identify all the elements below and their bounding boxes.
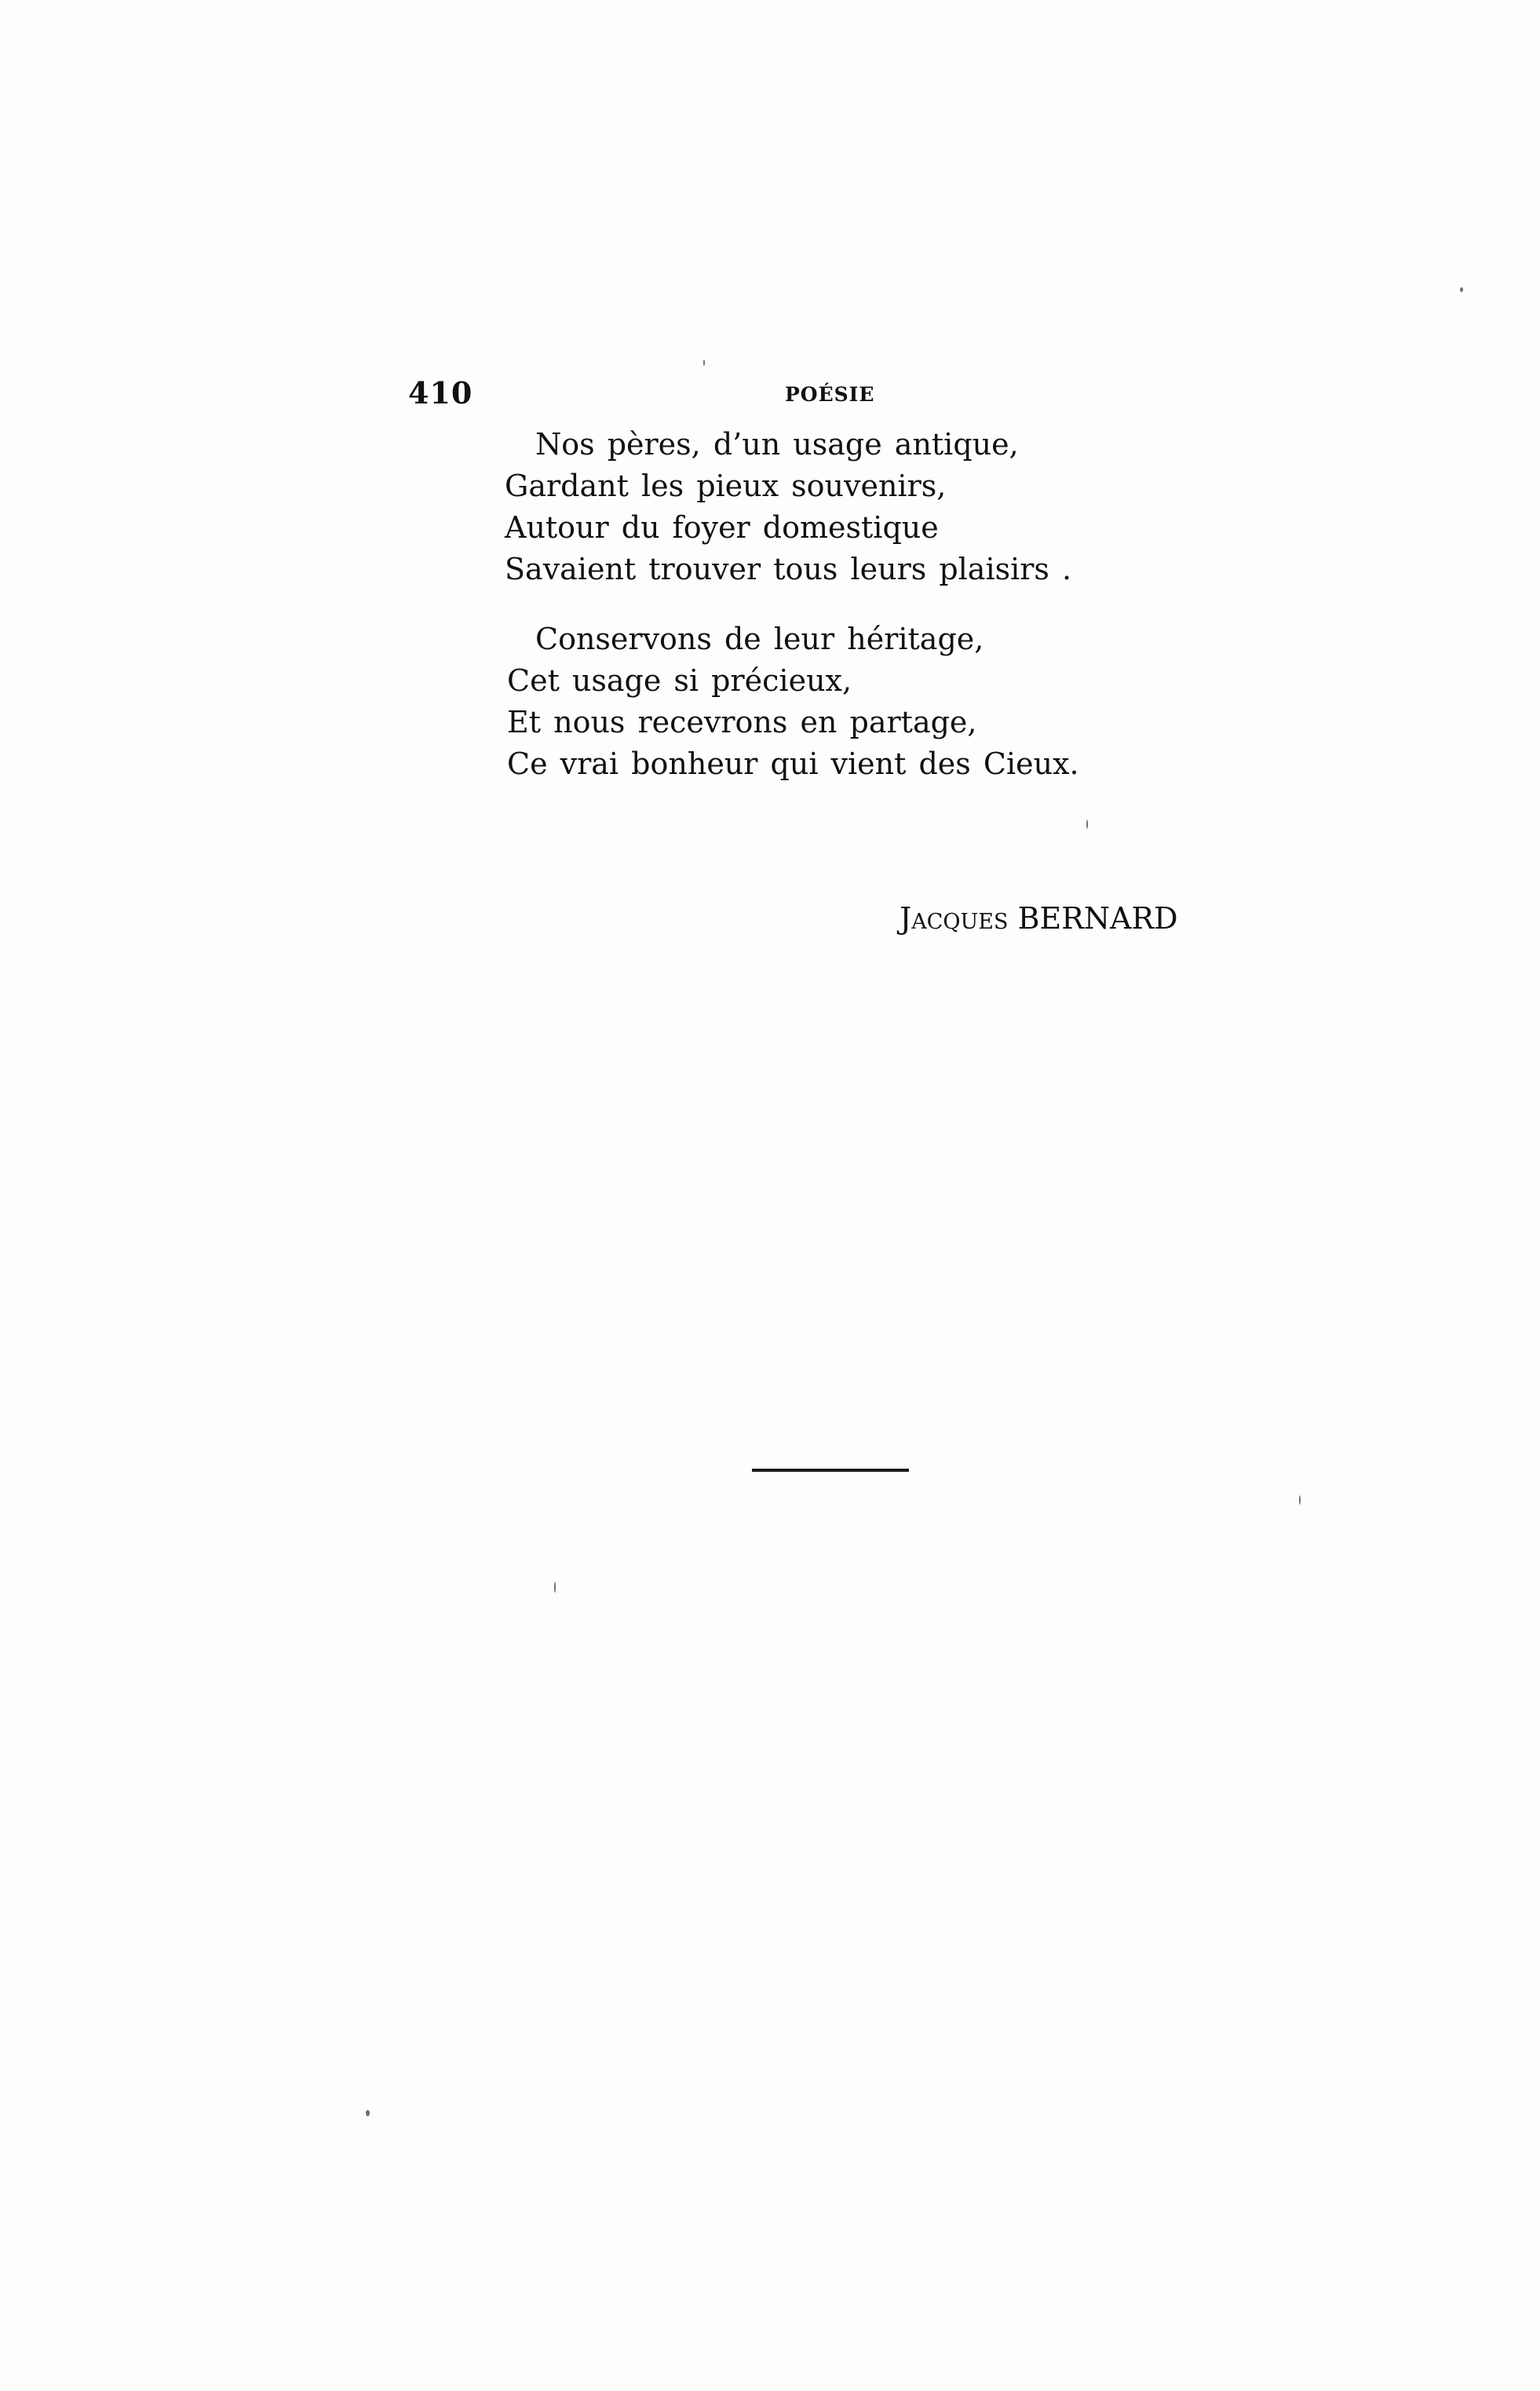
verse-line: Ce vrai bonheur qui vient des Cieux.: [507, 747, 1079, 781]
verse-line: Et nous recevrons en partage,: [507, 705, 977, 739]
verse-line: Nos pères, d’un usage antique,: [535, 427, 1019, 462]
stanza-2: [0, 619, 1079, 785]
verse-line: Autour du foyer domestique: [505, 510, 939, 545]
author-signature: [900, 901, 1178, 936]
scan-speck: [1460, 287, 1463, 292]
scan-speck: [703, 360, 705, 366]
stanza-1: [0, 424, 1072, 590]
scan-speck: [366, 2110, 370, 2116]
running-head: POÉSIE: [785, 383, 875, 406]
verse-line: Conservons de leur héritage,: [535, 622, 984, 656]
scan-speck: [554, 1582, 556, 1593]
verse-line: Savaient trouver tous leurs plaisirs .: [505, 552, 1072, 586]
scan-speck: [1086, 820, 1088, 829]
verse-line: Gardant les pieux souvenirs,: [505, 469, 947, 503]
page-number: 410: [408, 375, 473, 411]
author-last-name: BERNARD: [1017, 901, 1178, 936]
verse-line: Cet usage si précieux,: [507, 663, 852, 698]
scan-speck: [1299, 1495, 1301, 1505]
author-first-name: Jacques: [900, 901, 1009, 936]
end-rule-divider: [752, 1469, 909, 1472]
